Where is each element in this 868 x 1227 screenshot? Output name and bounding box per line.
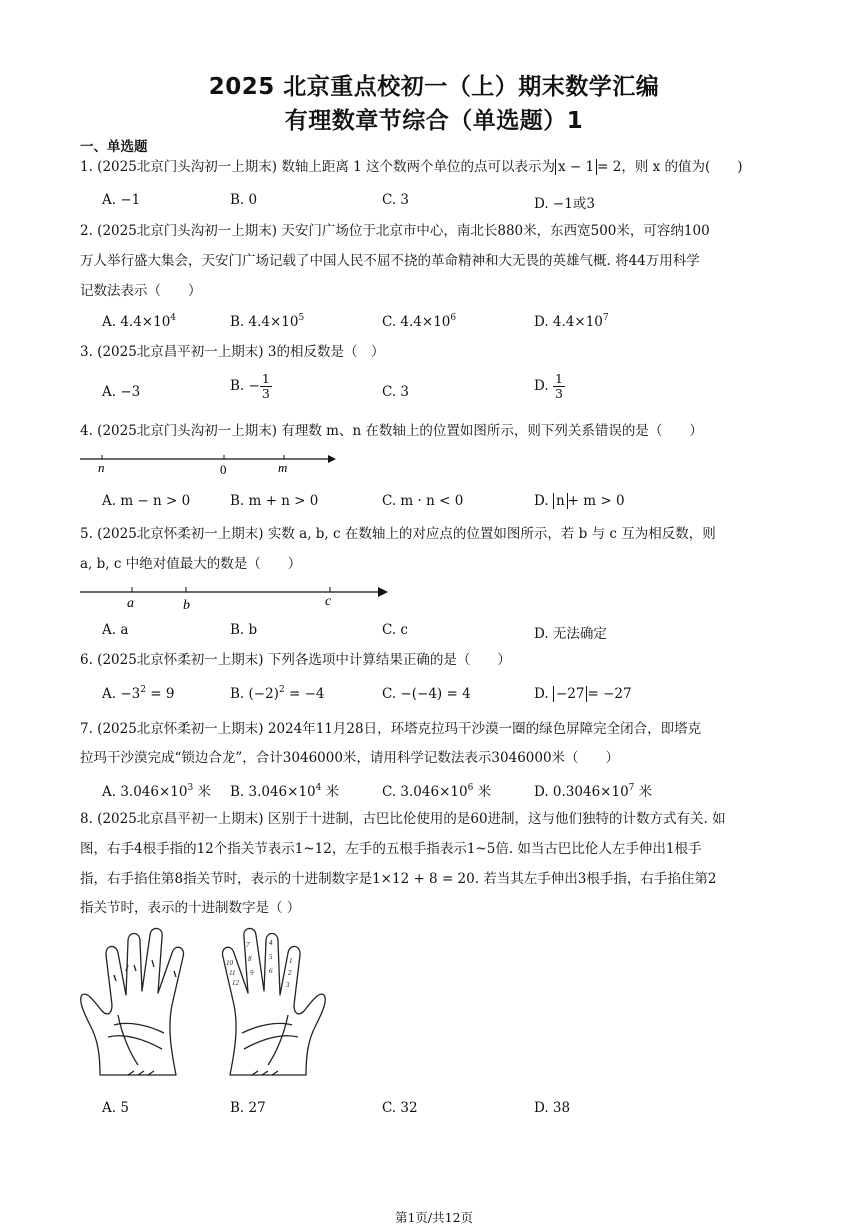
question-1-text-b: = 2，则 x 的值为( ) bbox=[597, 159, 743, 175]
q5-option-a: A. a bbox=[102, 622, 129, 638]
q2-option-d-exp: 7 bbox=[602, 313, 609, 323]
q4-option-d-prefix: D. bbox=[534, 493, 549, 509]
q3-option-b-fraction bbox=[260, 372, 272, 401]
question-1-text-a: 1. (2025北京门头沟初一上期末) 数轴上距离 1 这个数两个单位的点可以表示为 bbox=[80, 159, 556, 175]
q4-option-d-abs: n bbox=[553, 493, 568, 509]
q7-option-c-unit: 米 bbox=[473, 784, 492, 800]
q2-option-d-base: D. 4.4×10 bbox=[534, 314, 603, 330]
label-a: a bbox=[127, 596, 134, 611]
q7-option-d bbox=[534, 780, 652, 800]
q4-option-c: C. m · n < 0 bbox=[382, 493, 464, 509]
label-n: n bbox=[98, 460, 105, 475]
finger-number-10: 10 bbox=[226, 959, 233, 967]
question-8-line-3: 指，右手掐住第8指关节时，表示的十进制数字是1×12 + 8 = 20. 若当其左手伸出3根手指，右手掐住第2 bbox=[80, 871, 717, 887]
q1-option-a: A. −1 bbox=[102, 192, 141, 208]
question-6: 6. (2025北京怀柔初一上期末) 下列各选项中计算结果正确的是（ ） bbox=[80, 652, 511, 668]
q6-option-a-exp: 2 bbox=[140, 685, 146, 695]
finger-number-7: 7 bbox=[246, 941, 250, 949]
finger-number-3: 3 bbox=[286, 981, 290, 989]
q7-option-d-exp: 7 bbox=[628, 783, 635, 793]
q2-option-b-exp: 5 bbox=[298, 313, 305, 323]
q1-option-d: D. −1或3 bbox=[534, 196, 595, 212]
q3-option-a: A. −3 bbox=[102, 384, 141, 400]
document-subtitle: 有理数章节综合（单选题）1 bbox=[284, 108, 584, 134]
question-7-line-1: 7. (2025北京怀柔初一上期末) 2024年11月28日，环塔克拉玛干沙漠一圈的绿色屏障完全闭合，即塔克 bbox=[80, 721, 702, 737]
axis-arrow bbox=[328, 455, 336, 463]
q7-option-b-base: B. 3.046×10 bbox=[230, 784, 316, 800]
fraction-denominator: 3 bbox=[261, 386, 270, 401]
left-palm-crease-2 bbox=[108, 1036, 162, 1049]
question-4: 4. (2025北京门头沟初一上期末) 有理数 m、n 在数轴上的位置如图所示，则下列关系错误的是（ ） bbox=[80, 423, 703, 439]
question-1 bbox=[80, 158, 743, 176]
q3-option-b-prefix: B. − bbox=[230, 378, 260, 394]
q6-option-c: C. −(−4) = 4 bbox=[382, 686, 471, 702]
finger-number-12: 12 bbox=[232, 979, 239, 987]
question-8-line-1: 8. (2025北京昌平初一上期末) 区别于十进制，古巴比伦使用的是60进制，这与他们独特的计数方式有关. 如 bbox=[80, 811, 726, 827]
q4-option-a: A. m − n > 0 bbox=[102, 493, 191, 509]
q7-option-c-base: C. 3.046×10 bbox=[382, 784, 468, 800]
q7-option-c-exp: 6 bbox=[467, 783, 474, 793]
finger-number-6: 6 bbox=[269, 967, 273, 975]
q3-option-d bbox=[534, 372, 565, 401]
left-hand-outline bbox=[81, 928, 184, 1075]
label-b: b bbox=[183, 598, 190, 613]
q6-option-a bbox=[102, 686, 174, 702]
q4-option-d-suffix: + m > 0 bbox=[567, 493, 625, 509]
q3-option-d-fraction bbox=[553, 372, 565, 401]
finger-number-4: 4 bbox=[269, 939, 273, 947]
q6-option-b bbox=[230, 686, 324, 702]
axis-arrow bbox=[378, 587, 388, 597]
q7-option-a-base: A. 3.046×10 bbox=[102, 784, 188, 800]
finger-number-2: 2 bbox=[288, 969, 292, 977]
question-8-line-2: 图，右手4根手指的12个指关节表示1~12，左手的五根手指表示1~5倍. 如当古巴比伦人左手伸出1根手 bbox=[80, 841, 702, 857]
q1-option-c: C. 3 bbox=[382, 192, 410, 208]
question-2-line-2: 万人举行盛大集会，天安门广场记载了中国人民不屈不挠的革命精神和大无畏的英雄气概. 将44万用科学 bbox=[80, 253, 700, 269]
q7-option-a-exp: 3 bbox=[187, 783, 194, 793]
label-0: 0 bbox=[220, 462, 227, 477]
document-title: 2025 北京重点校初一（上）期末数学汇编 bbox=[208, 74, 660, 100]
question-2-line-3: 记数法表示（ ） bbox=[80, 283, 202, 299]
q2-option-c-base: C. 4.4×10 bbox=[382, 314, 451, 330]
question-3: 3. (2025北京昌平初一上期末) 3的相反数是（ ） bbox=[80, 344, 385, 360]
q6-option-a-tail: = 9 bbox=[145, 686, 175, 702]
finger-number-5: 5 bbox=[269, 953, 273, 961]
q5-option-c: C. c bbox=[382, 622, 408, 638]
q7-option-b-exp: 4 bbox=[315, 783, 322, 793]
section-heading: 一、单选题 bbox=[80, 139, 148, 155]
q3-option-c: C. 3 bbox=[382, 384, 410, 400]
question-2-line-1: 2. (2025北京门头沟初一上期末) 天安门广场位于北京市中心，南北长880米，东西宽500米，可容纳100 bbox=[80, 223, 710, 239]
finger-number-1: 1 bbox=[289, 957, 293, 965]
q7-option-b bbox=[230, 780, 339, 800]
q8-option-b: B. 27 bbox=[230, 1100, 266, 1116]
q2-option-d bbox=[534, 314, 609, 330]
finger-number-8: 8 bbox=[248, 955, 252, 963]
q2-option-b-base: B. 4.4×10 bbox=[230, 314, 299, 330]
right-palm-crease-3 bbox=[268, 1015, 288, 1065]
q6-option-a-base: A. −3 bbox=[102, 686, 141, 702]
q5-option-d: D. 无法确定 bbox=[534, 626, 607, 642]
q6-option-b-base: B. (−2) bbox=[230, 686, 279, 702]
q8-option-d: D. 38 bbox=[534, 1100, 571, 1116]
question-5-line-2: a, b, c 中绝对值最大的数是（ ） bbox=[80, 556, 302, 572]
q4-number-line bbox=[78, 450, 338, 478]
page-footer: 第1页/共12页 bbox=[394, 1210, 474, 1225]
q7-option-d-unit: 米 bbox=[634, 784, 653, 800]
q6-option-b-exp: 2 bbox=[278, 685, 285, 695]
q2-option-a-base: A. 4.4×10 bbox=[102, 314, 171, 330]
finger-number-11: 11 bbox=[229, 969, 236, 977]
fraction-denominator: 3 bbox=[554, 386, 563, 401]
q6-option-d-abs: −27 bbox=[553, 686, 588, 702]
q4-option-d bbox=[534, 493, 625, 509]
q6-option-d bbox=[534, 686, 632, 702]
q6-option-d-prefix: D. bbox=[534, 686, 549, 702]
fraction-numerator: 1 bbox=[261, 371, 270, 386]
right-hand-outline bbox=[222, 928, 325, 1075]
q2-option-c bbox=[382, 314, 456, 330]
q5-option-b: B. b bbox=[230, 622, 258, 638]
q7-option-a bbox=[102, 780, 211, 800]
q8-option-c: C. 32 bbox=[382, 1100, 418, 1116]
q3-option-b bbox=[230, 372, 272, 401]
q7-option-b-unit: 米 bbox=[321, 784, 340, 800]
finger-number-9: 9 bbox=[250, 969, 254, 977]
question-8-line-4: 指关节时，表示的十进制数字是（ ） bbox=[80, 900, 301, 916]
label-m: m bbox=[278, 460, 288, 475]
left-palm-crease-3 bbox=[118, 1015, 138, 1065]
q7-option-c bbox=[382, 780, 491, 800]
q2-option-a bbox=[102, 314, 176, 330]
q8-option-a: A. 5 bbox=[102, 1100, 129, 1116]
q5-number-line bbox=[78, 583, 398, 613]
question-1-abs-expr: x − 1 bbox=[555, 159, 597, 175]
right-palm-crease-2 bbox=[244, 1036, 298, 1049]
q2-option-a-exp: 4 bbox=[170, 313, 177, 323]
question-5-line-1: 5. (2025北京怀柔初一上期末) 实数 a, b, c 在数轴上的对应点的位置如图所示，若 b 与 c 互为相反数，则 bbox=[80, 526, 716, 542]
label-c: c bbox=[325, 594, 332, 609]
q3-option-d-prefix: D. bbox=[534, 378, 549, 394]
q7-option-a-unit: 米 bbox=[193, 784, 212, 800]
question-7-line-2: 拉玛干沙漠完成“锁边合龙”，合计3046000米，请用科学记数法表示3046000米（ ） bbox=[80, 750, 620, 766]
q6-option-d-tail: = −27 bbox=[587, 686, 632, 702]
q7-option-d-base: D. 0.3046×10 bbox=[534, 784, 629, 800]
q2-option-b bbox=[230, 314, 304, 330]
fraction-numerator: 1 bbox=[554, 371, 563, 386]
q4-option-b: B. m + n > 0 bbox=[230, 493, 319, 509]
q2-option-c-exp: 6 bbox=[450, 313, 457, 323]
q6-option-b-tail: = −4 bbox=[284, 686, 325, 702]
q1-option-b: B. 0 bbox=[230, 192, 258, 208]
hands-illustration bbox=[78, 925, 328, 1090]
